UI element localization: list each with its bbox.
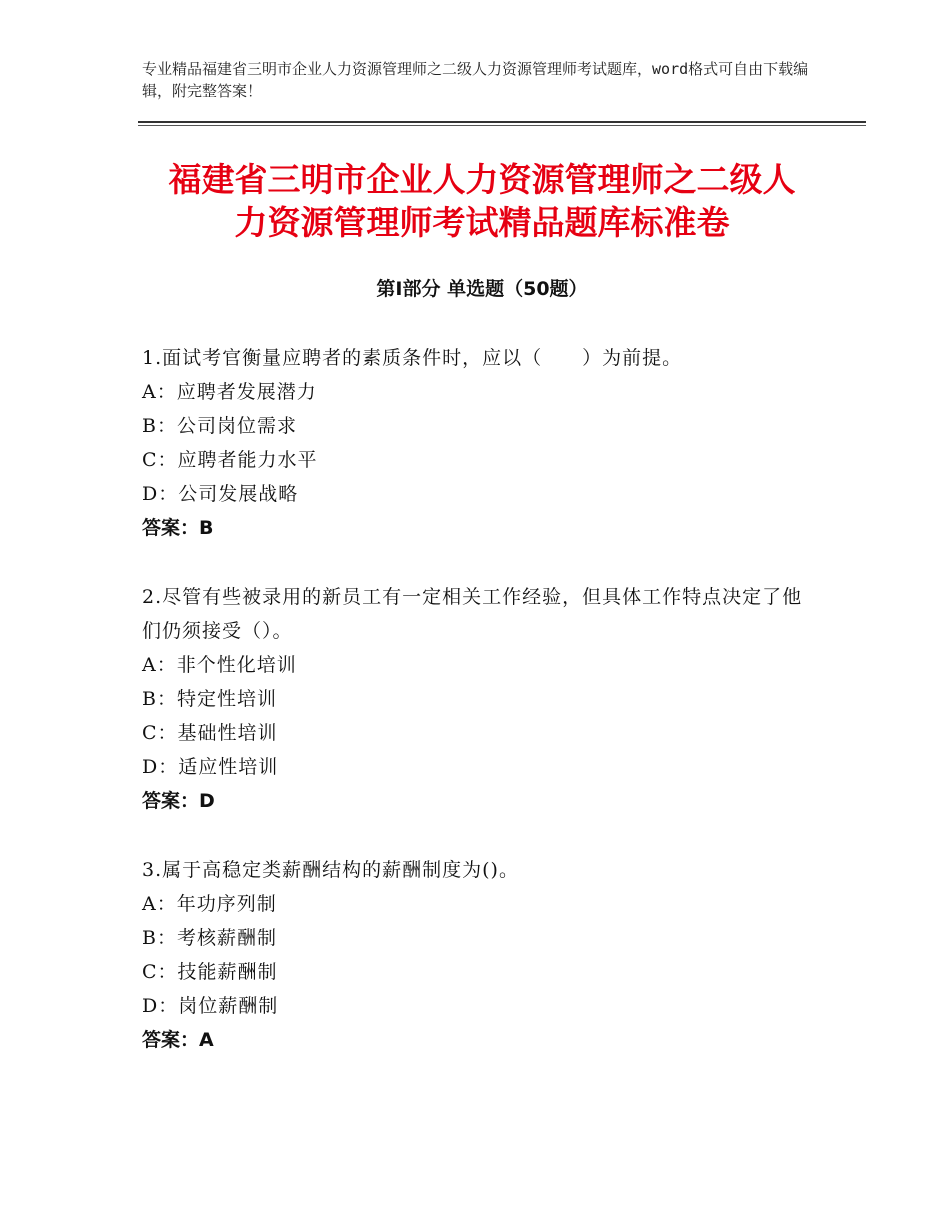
option-d: D：岗位薪酬制 [142,995,279,1017]
title-line-2: 力资源管理师考试精品题库标准卷 [234,203,730,242]
document-title [142,158,822,244]
title-line-1: 福建省三明市企业人力资源管理师之二级人 [168,160,796,199]
question-2 [142,580,822,818]
option-b: B：特定性培训 [142,688,277,710]
section-title: 第Ⅰ部分 单选题（50题） [376,278,588,300]
option-a: A：年功序列制 [142,893,277,915]
header-note: 专业精品福建省三明市企业人力资源管理师之二级人力资源管理师考试题库，word格式可自由下载编辑，附完整答案！ [142,60,809,100]
option-a: A：非个性化培训 [142,654,297,676]
question-stem: 2.尽管有些被录用的新员工有一定相关工作经验，但具体工作特点决定了他们仍须接受（）。 [142,586,803,642]
option-b: B：公司岗位需求 [142,415,297,437]
header-rule-thick [138,121,866,123]
answer: 答案：D [142,790,215,812]
option-c: C：应聘者能力水平 [142,449,318,471]
option-c: C：技能薪酬制 [142,961,278,983]
header-rule-thin [138,125,866,126]
option-d: D：适应性培训 [142,756,279,778]
option-a: A：应聘者发展潜力 [142,381,317,403]
answer: 答案：B [142,517,214,539]
question-1 [142,341,822,545]
option-c: C：基础性培训 [142,722,278,744]
question-3 [142,853,822,1057]
question-stem: 3.属于高稳定类薪酬结构的薪酬制度为()。 [142,859,519,881]
question-stem: 1.面试考官衡量应聘者的素质条件时，应以（ ）为前提。 [142,347,683,369]
option-b: B：考核薪酬制 [142,927,277,949]
option-d: D：公司发展战略 [142,483,299,505]
answer: 答案：A [142,1029,214,1051]
